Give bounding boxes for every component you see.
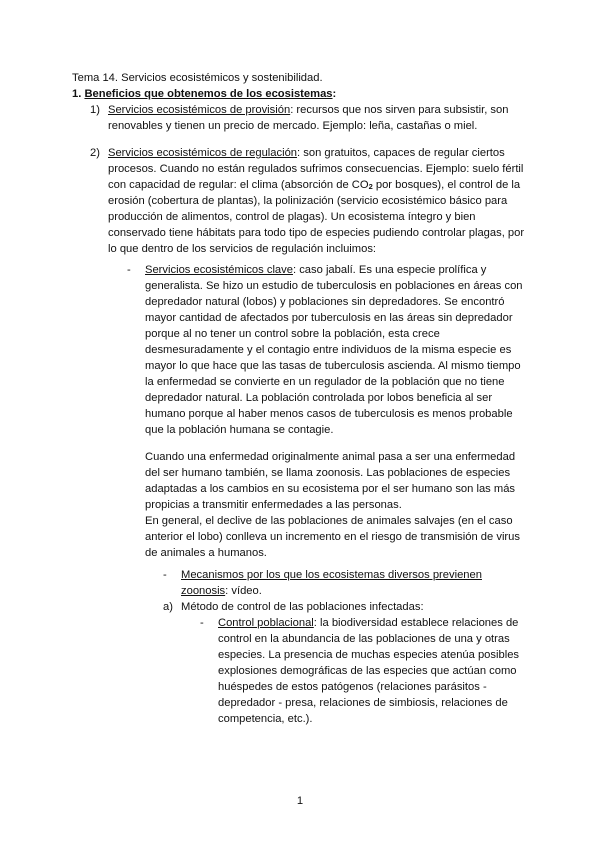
clave-line: depredador natural. La población controlada por lobos beneficia al ser (145, 392, 493, 404)
clave-line: la enfermedad se convierte en un regulador de la población que no tiene (145, 376, 505, 388)
bullet-mecanismos: - (163, 569, 167, 581)
item2-line1 (108, 145, 505, 161)
zoonosis-line: anterior el lobo) conlleva un incremento en el riesgo de transmisión de virus (145, 531, 520, 543)
list-marker-a: a) (163, 601, 173, 613)
item2-term: Servicios ecosistémicos de regulación (108, 147, 298, 159)
clave-line: mayor cantidad de afectados por tuberculosis en las áreas sin depredador (145, 312, 513, 324)
section-heading-colon: : (332, 88, 337, 100)
control-line: depredador - presa, relaciones de simbiosis, relaciones de (218, 697, 508, 709)
clave-line: porque al no tener un control sobre la población, esta crece (145, 328, 440, 340)
co2-subscript: 2 (368, 182, 373, 191)
control-line: control en la abundancia de las poblaciones de una y otras (218, 633, 510, 645)
metodo-text: Método de control de las poblaciones infectadas: (181, 601, 424, 613)
control-line1 (218, 615, 518, 631)
item2-line7: lo que dentro de los servicios de regulación incluimos: (108, 243, 377, 255)
mecanismos-line2 (181, 583, 262, 599)
zoonosis-line: adaptadas a los cambios en su ecosistema por el ser humano son las más (145, 483, 516, 495)
zoonosis-line: propicias a transmitir enfermedades a las personas. (145, 499, 402, 511)
clave-line: que la población humana se contagie. (145, 424, 334, 436)
bullet-control: - (200, 617, 204, 629)
item1-line1 (108, 102, 508, 118)
item1-line2: renovables y tienen un precio de mercado. Ejemplo: leña, castañas o miel. (108, 120, 478, 132)
control-line: especies. La presencia de muchas especies atenúa posibles (218, 649, 520, 661)
clave-line1 (145, 262, 486, 278)
item2-line5: producción de alimentos, control de plagas). Un ecosistema íntegro y bien (108, 211, 476, 223)
mecanismos-line1: Mecanismos por los que los ecosistemas diversos previenen (181, 569, 482, 581)
item1-term: Servicios ecosistémicos de provisión (108, 104, 291, 116)
zoonosis-term: zoonosis (181, 585, 226, 597)
item2-rest: : son gratuitos, capaces de regular ciertos (297, 147, 505, 159)
zoonosis-line: del ser humano también, se llama zoonosis. Las poblaciones de especies (145, 467, 511, 479)
item2-line3-post: por bosques), el control de la (372, 179, 521, 191)
zoonosis-line: En general, el declive de las poblaciones de animales salvajes (en el caso (145, 515, 513, 527)
bullet-clave: - (127, 264, 131, 276)
item2-line3 (108, 177, 520, 193)
item2-line3-pre: con capacidad de regular: el clima (absorción de CO (108, 179, 369, 191)
control-line: explosiones demográficas de las especies que actúan como (218, 665, 517, 677)
clave-line: mayor lo que hace que las tasas de tuberculosis ascienda. Al mismo tiempo (145, 360, 521, 372)
section-heading (72, 86, 336, 102)
page-number: 1 (296, 795, 304, 807)
zoonosis-line: de animales a humanos. (145, 547, 267, 559)
clave-rest: : caso jabalí. Es una especie prolífica y (292, 264, 487, 276)
item1-rest: : recursos que nos sirven para subsistir, son (290, 104, 509, 116)
clave-line: desmesuradamente y el contagio entre individuos de la misma especie es (145, 344, 512, 356)
list-marker-2: 2) (90, 147, 100, 159)
item2-line4: erosión (cobertura de plantas), la polinización (servicio ecosistémico básico para (108, 195, 508, 207)
control-line: competencia, etc.). (218, 713, 313, 725)
section-number: 1. (72, 88, 82, 100)
clave-line: generalista. Se hizo un estudio de tuberculosis en poblaciones en áreas con (145, 280, 523, 292)
clave-line: humano porque al haber menos casos de tuberculosis es menos probable (145, 408, 513, 420)
clave-term: Servicios ecosistémicos clave (145, 264, 293, 276)
zoonosis-line: Cuando una enfermedad originalmente animal pasa a ser una enfermedad (145, 451, 516, 463)
control-rest: : la biodiversidad establece relaciones de (313, 617, 519, 629)
document-title: Tema 14. Servicios ecosistémicos y sostenibilidad. (72, 72, 323, 84)
item2-line6: conservado tiene hábitats para todo tipo de especies pudiendo controlar plagas, por (108, 227, 525, 239)
section-heading-text: Beneficios que obtenemos de los ecosistemas (84, 88, 333, 100)
clave-line: depredador natural (lobos) y poblaciones sin depredadores. Se encontró (145, 296, 505, 308)
list-marker-1: 1) (90, 104, 100, 116)
control-line: huéspedes de estos patógenos (relaciones parásitos - (218, 681, 487, 693)
item2-line2: procesos. Cuando no están regulados sufrimos consecuencias. Ejemplo: suelo fértil (108, 163, 524, 175)
control-term: Control poblacional (218, 617, 314, 629)
mecanismos-rest: : vídeo. (225, 585, 262, 597)
